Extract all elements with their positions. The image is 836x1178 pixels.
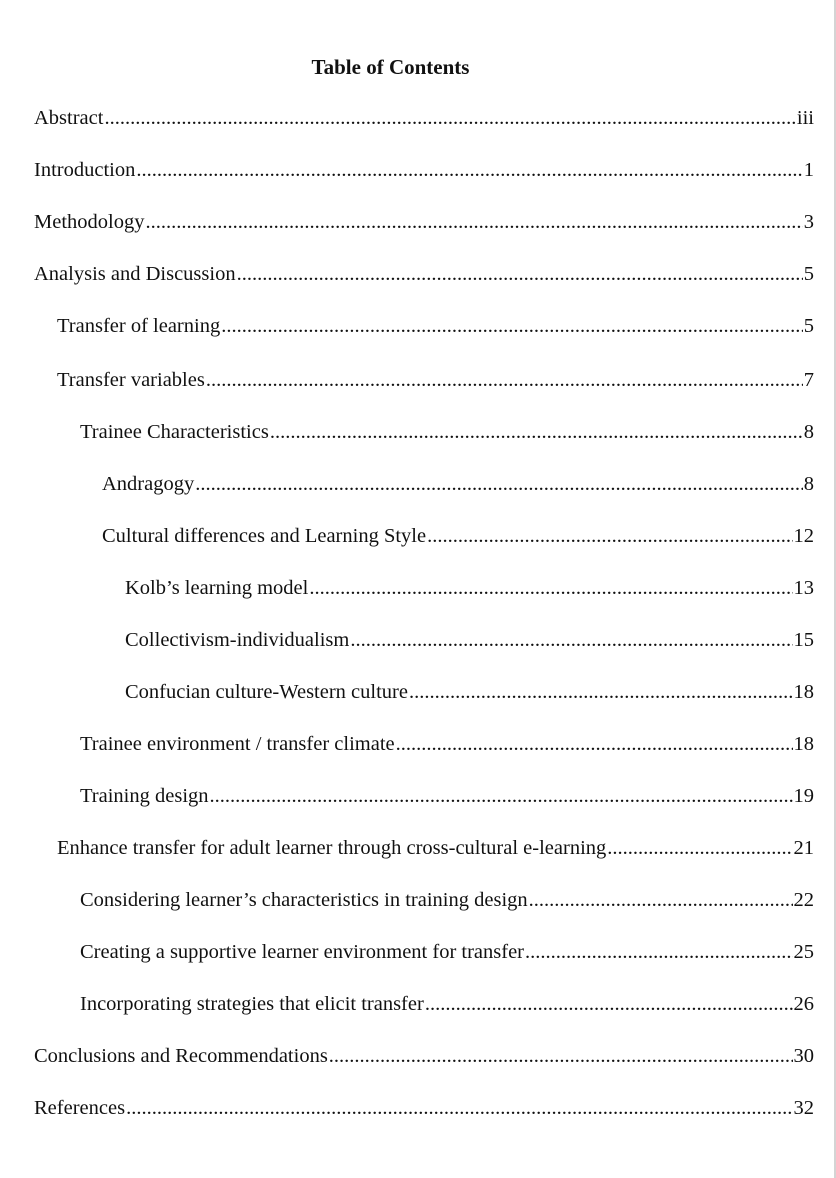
toc-entry-label: Enhance transfer for adult learner through cross-cultural e-learning xyxy=(57,837,607,859)
toc-entry-page: 13 xyxy=(793,577,814,599)
toc-dot-leader xyxy=(425,989,793,1019)
toc-entry-andragogy xyxy=(102,469,814,499)
toc-entry-page: 3 xyxy=(803,211,814,233)
toc-entry-label: Transfer variables xyxy=(57,369,205,391)
toc-dot-leader xyxy=(136,155,802,185)
toc-entry-page: 25 xyxy=(793,941,814,963)
toc-entry-page: 1 xyxy=(803,159,814,181)
toc-entry-conclusions-recommendations xyxy=(34,1041,814,1071)
toc-entry-page: 5 xyxy=(803,263,814,285)
toc-entry-label: Transfer of learning xyxy=(57,315,221,337)
toc-title: Table of Contents xyxy=(311,55,470,79)
toc-entry-page: 30 xyxy=(793,1045,814,1067)
toc-dot-leader xyxy=(309,573,792,603)
toc-entry-analysis-and-discussion xyxy=(34,259,814,289)
toc-entry-label: Confucian culture-Western culture xyxy=(125,681,408,703)
toc-dot-leader xyxy=(126,1093,792,1123)
toc-entry-label: Analysis and Discussion xyxy=(34,263,236,285)
toc-entry-label: Collectivism-individualism xyxy=(125,629,350,651)
toc-entry-introduction xyxy=(34,155,814,185)
toc-entry-label: Andragogy xyxy=(102,473,195,495)
toc-entry-label: Abstract xyxy=(34,107,104,129)
toc-entry-training-design xyxy=(80,781,814,811)
toc-entry-trainee-environment xyxy=(80,729,814,759)
toc-entry-page: 12 xyxy=(793,525,814,547)
toc-dot-leader xyxy=(607,833,792,863)
toc-entry-label: Trainee Characteristics xyxy=(80,421,269,443)
toc-entry-label: References xyxy=(34,1097,126,1119)
toc-entry-label: Considering learner’s characteristics in training design xyxy=(80,889,528,911)
toc-entry-confucian-western-culture xyxy=(125,677,814,707)
toc-entry-label: Trainee environment / transfer climate xyxy=(80,733,395,755)
toc-dot-leader xyxy=(270,417,803,447)
toc-dot-leader xyxy=(525,937,793,967)
toc-dot-leader xyxy=(221,311,803,341)
toc-entry-collectivism-individualism xyxy=(125,625,814,655)
toc-entry-page: iii xyxy=(796,107,814,129)
toc-entry-incorporating-strategies xyxy=(80,989,814,1019)
toc-entry-label: Conclusions and Recommendations xyxy=(34,1045,328,1067)
toc-dot-leader xyxy=(409,677,793,707)
toc-entry-page: 26 xyxy=(793,993,814,1015)
toc-entry-page: 22 xyxy=(793,889,814,911)
toc-dot-leader xyxy=(396,729,793,759)
toc-entry-page: 5 xyxy=(803,315,814,337)
toc-entry-page: 7 xyxy=(803,369,814,391)
toc-entry-label: Introduction xyxy=(34,159,136,181)
toc-dot-leader xyxy=(195,469,803,499)
toc-entry-transfer-variables xyxy=(57,365,814,395)
toc-dot-leader xyxy=(210,781,793,811)
toc-entry-transfer-of-learning xyxy=(57,311,814,341)
toc-entry-page: 32 xyxy=(793,1097,814,1119)
toc-dot-leader xyxy=(329,1041,793,1071)
toc-entry-supportive-learner-environment xyxy=(80,937,814,967)
toc-entry-abstract xyxy=(34,103,814,133)
toc-dot-leader xyxy=(145,207,802,237)
toc-entry-references xyxy=(34,1093,814,1123)
toc-entry-considering-learner-characteristics xyxy=(80,885,814,915)
toc-entry-cultural-differences xyxy=(102,521,814,551)
toc-entry-page: 8 xyxy=(803,421,814,443)
toc-entry-page: 18 xyxy=(793,733,814,755)
toc-entry-page: 15 xyxy=(793,629,814,651)
toc-entry-label: Methodology xyxy=(34,211,145,233)
toc-entry-enhance-transfer xyxy=(57,833,814,863)
toc-entry-page: 21 xyxy=(793,837,814,859)
toc-dot-leader xyxy=(427,521,792,551)
toc-entry-label: Incorporating strategies that elicit transfer xyxy=(80,993,424,1015)
toc-entry-label: Cultural differences and Learning Style xyxy=(102,525,427,547)
toc-entry-label: Training design xyxy=(80,785,209,807)
toc-entry-label: Kolb’s learning model xyxy=(125,577,309,599)
toc-dot-leader xyxy=(237,259,803,289)
toc-entry-kolbs-learning-model xyxy=(125,573,814,603)
toc-dot-leader xyxy=(206,365,803,395)
toc-dot-leader xyxy=(529,885,793,915)
toc-dot-leader xyxy=(350,625,792,655)
toc-entry-trainee-characteristics xyxy=(80,417,814,447)
toc-entry-label: Creating a supportive learner environment for transfer xyxy=(80,941,524,963)
toc-entry-page: 19 xyxy=(793,785,814,807)
toc-entry-methodology xyxy=(34,207,814,237)
toc-dot-leader xyxy=(104,103,795,133)
toc-entry-page: 18 xyxy=(793,681,814,703)
toc-entry-page: 8 xyxy=(803,473,814,495)
